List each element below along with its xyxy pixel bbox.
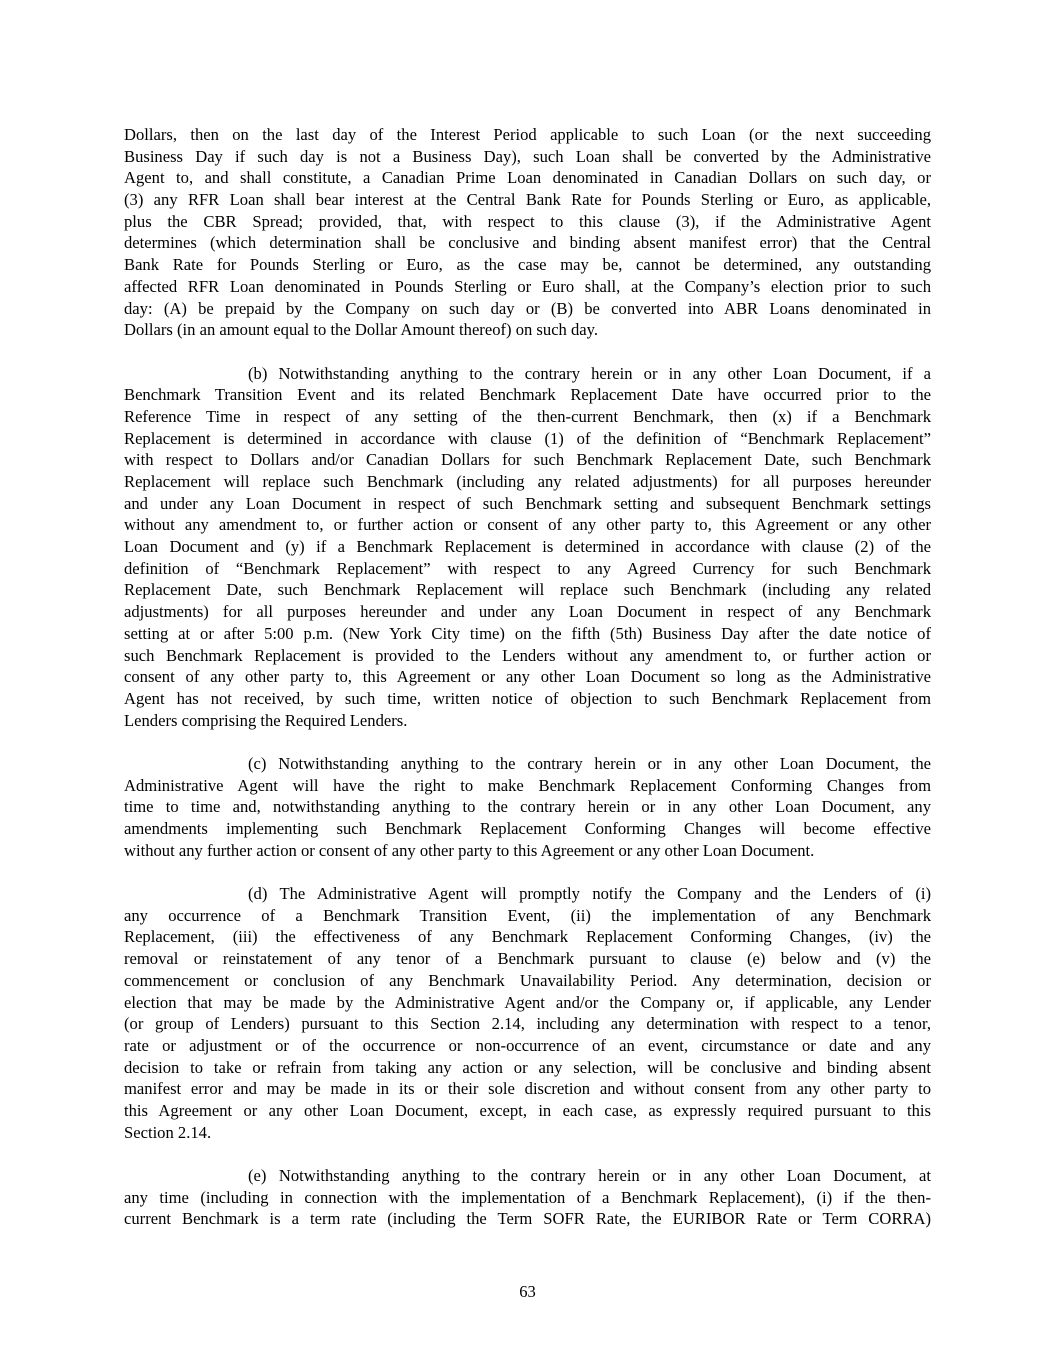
document-body [124, 124, 931, 1252]
text-line: Dollars, then on the last day of the Interest Period applicable to such Loan (or the next succeeding [124, 125, 931, 144]
text-line: Reference Time in respect of any setting of the then-current Benchmark, then (x) if a Benchmark [124, 406, 931, 426]
text-line: with respect to Dollars and/or Canadian Dollars for such Benchmark Replacement Date, such Benchmark [124, 450, 931, 470]
paragraph-d [124, 883, 931, 1143]
text-line: setting at or after 5:00 p.m. (New York City time) on the fifth (5th) Business Day after the date notice of [124, 623, 931, 643]
paragraph-c [124, 753, 931, 861]
text-line: consent of any other party to, this Agreement or any other Loan Document so long as the Administrative [124, 667, 931, 687]
text-line: (3) any RFR Loan shall bear interest at the Central Bank Rate for Pounds Sterling or Euro, as applicable, [124, 190, 931, 210]
text-line: day: (A) be prepaid by the Company on such day or (B) be converted into ABR Loans denominated in [124, 298, 931, 318]
text-line: such Benchmark Replacement is provided to the Lenders without any amendment to, or further action or [124, 645, 931, 665]
text-line: any occurrence of a Benchmark Transition Event, (ii) the implementation of any Benchmark [124, 905, 931, 925]
text-line: (b) Notwithstanding anything to the contrary herein or in any other Loan Document, if a [248, 363, 931, 383]
text-line: amendments implementing such Benchmark Replacement Conforming Changes will become effective [124, 819, 931, 838]
text-line: (c) Notwithstanding anything to the contrary herein or in any other Loan Document, the [248, 753, 931, 773]
text-line: Replacement, (iii) the effectiveness of any Benchmark Replacement Conforming Changes, (iv) the [124, 927, 931, 947]
text-line: Bank Rate for Pounds Sterling or Euro, as the case may be, cannot be determined, any outstanding [124, 255, 931, 275]
text-line: Loan Document and (y) if a Benchmark Replacement is determined in accordance with clause (2) of the [124, 537, 931, 557]
text-line: decision to take or refrain from taking any action or any selection, will be conclusive and binding absent [124, 1057, 931, 1077]
text-line: Replacement is determined in accordance with clause (1) of the definition of “Benchmark Replacement” [124, 428, 931, 448]
text-line: (or group of Lenders) pursuant to this Section 2.14, including any determination with respect to a tenor, [124, 1014, 931, 1034]
text-line: (e) Notwithstanding anything to the contrary herein or in any other Loan Document, at [248, 1166, 931, 1185]
text-line: Replacement will replace such Benchmark (including any related adjustments) for all purposes hereunder [124, 472, 931, 491]
text-line: rate or adjustment or of the occurrence or non-occurrence of an event, circumstance or date and any [124, 1035, 931, 1055]
text-line: Business Day if such day is not a Business Day), such Loan shall be converted by the Administrative [124, 146, 931, 166]
text-line: definition of “Benchmark Replacement” with respect to any Agreed Currency for such Benchmark [124, 558, 931, 578]
text-line: any time (including in connection with the implementation of a Benchmark Replacement), (i) if the then- [124, 1187, 931, 1207]
text-line: manifest error and may be made in its or their sole discretion and without consent from any other party to [124, 1079, 931, 1099]
text-line: and under any Loan Document in respect of such Benchmark setting and subsequent Benchmark settings [124, 493, 931, 513]
paragraph-e [124, 1165, 931, 1230]
text-line: this Agreement or any other Loan Document, except, in each case, as expressly required pursuant to this [124, 1100, 931, 1120]
text-line: plus the CBR Spread; provided, that, with respect to this clause (3), if the Administrative Agent [124, 211, 931, 231]
text-line: Section 2.14. [124, 1122, 212, 1142]
text-line: commencement or conclusion of any Benchmark Unavailability Period. Any determination, decision or [124, 970, 931, 990]
text-line: affected RFR Loan denominated in Pounds Sterling or Euro shall, at the Company’s election prior to such [124, 276, 931, 296]
text-line: removal or reinstatement of any tenor of a Benchmark pursuant to clause (e) below and (v) the [124, 949, 931, 969]
text-line: current Benchmark is a term rate (including the Term SOFR Rate, the EURIBOR Rate or Term CORRA) [124, 1209, 931, 1229]
text-line: Agent has not received, by such time, written notice of objection to such Benchmark Replacement from [124, 688, 931, 708]
text-line: Agent to, and shall constitute, a Canadian Prime Loan denominated in Canadian Dollars on such day, or [124, 168, 931, 188]
text-line: adjustments) for all purposes hereunder and under any Loan Document in respect of any Benchmark [124, 602, 931, 622]
text-line: determines (which determination shall be conclusive and binding absent manifest error) that the Central [124, 233, 931, 253]
text-line: without any further action or consent of any other party to this Agreement or any other Loan Document. [124, 840, 815, 860]
text-line: Replacement Date, such Benchmark Replacement will replace such Benchmark (including any related [124, 580, 931, 600]
paragraph-continuation [124, 124, 931, 341]
text-line: time to time and, notwithstanding anything to the contrary herein or in any other Loan Document, any [124, 797, 931, 817]
page-number: 63 [519, 1282, 536, 1301]
text-line: Administrative Agent will have the right to make Benchmark Replacement Conforming Changes from [124, 775, 931, 795]
text-line: election that may be made by the Administrative Agent and/or the Company or, if applicable, any Lender [124, 992, 931, 1012]
text-line: without any amendment to, or further action or consent of any other party to, this Agreement or any other [124, 515, 931, 535]
text-line: Benchmark Transition Event and its related Benchmark Replacement Date have occurred prior to the [124, 385, 931, 405]
text-line: (d) The Administrative Agent will promptly notify the Company and the Lenders of (i) [248, 884, 931, 904]
paragraph-b [124, 363, 931, 732]
text-line: Dollars (in an amount equal to the Dollar Amount thereof) on such day. [124, 320, 599, 340]
text-line: Lenders comprising the Required Lenders. [124, 710, 408, 730]
